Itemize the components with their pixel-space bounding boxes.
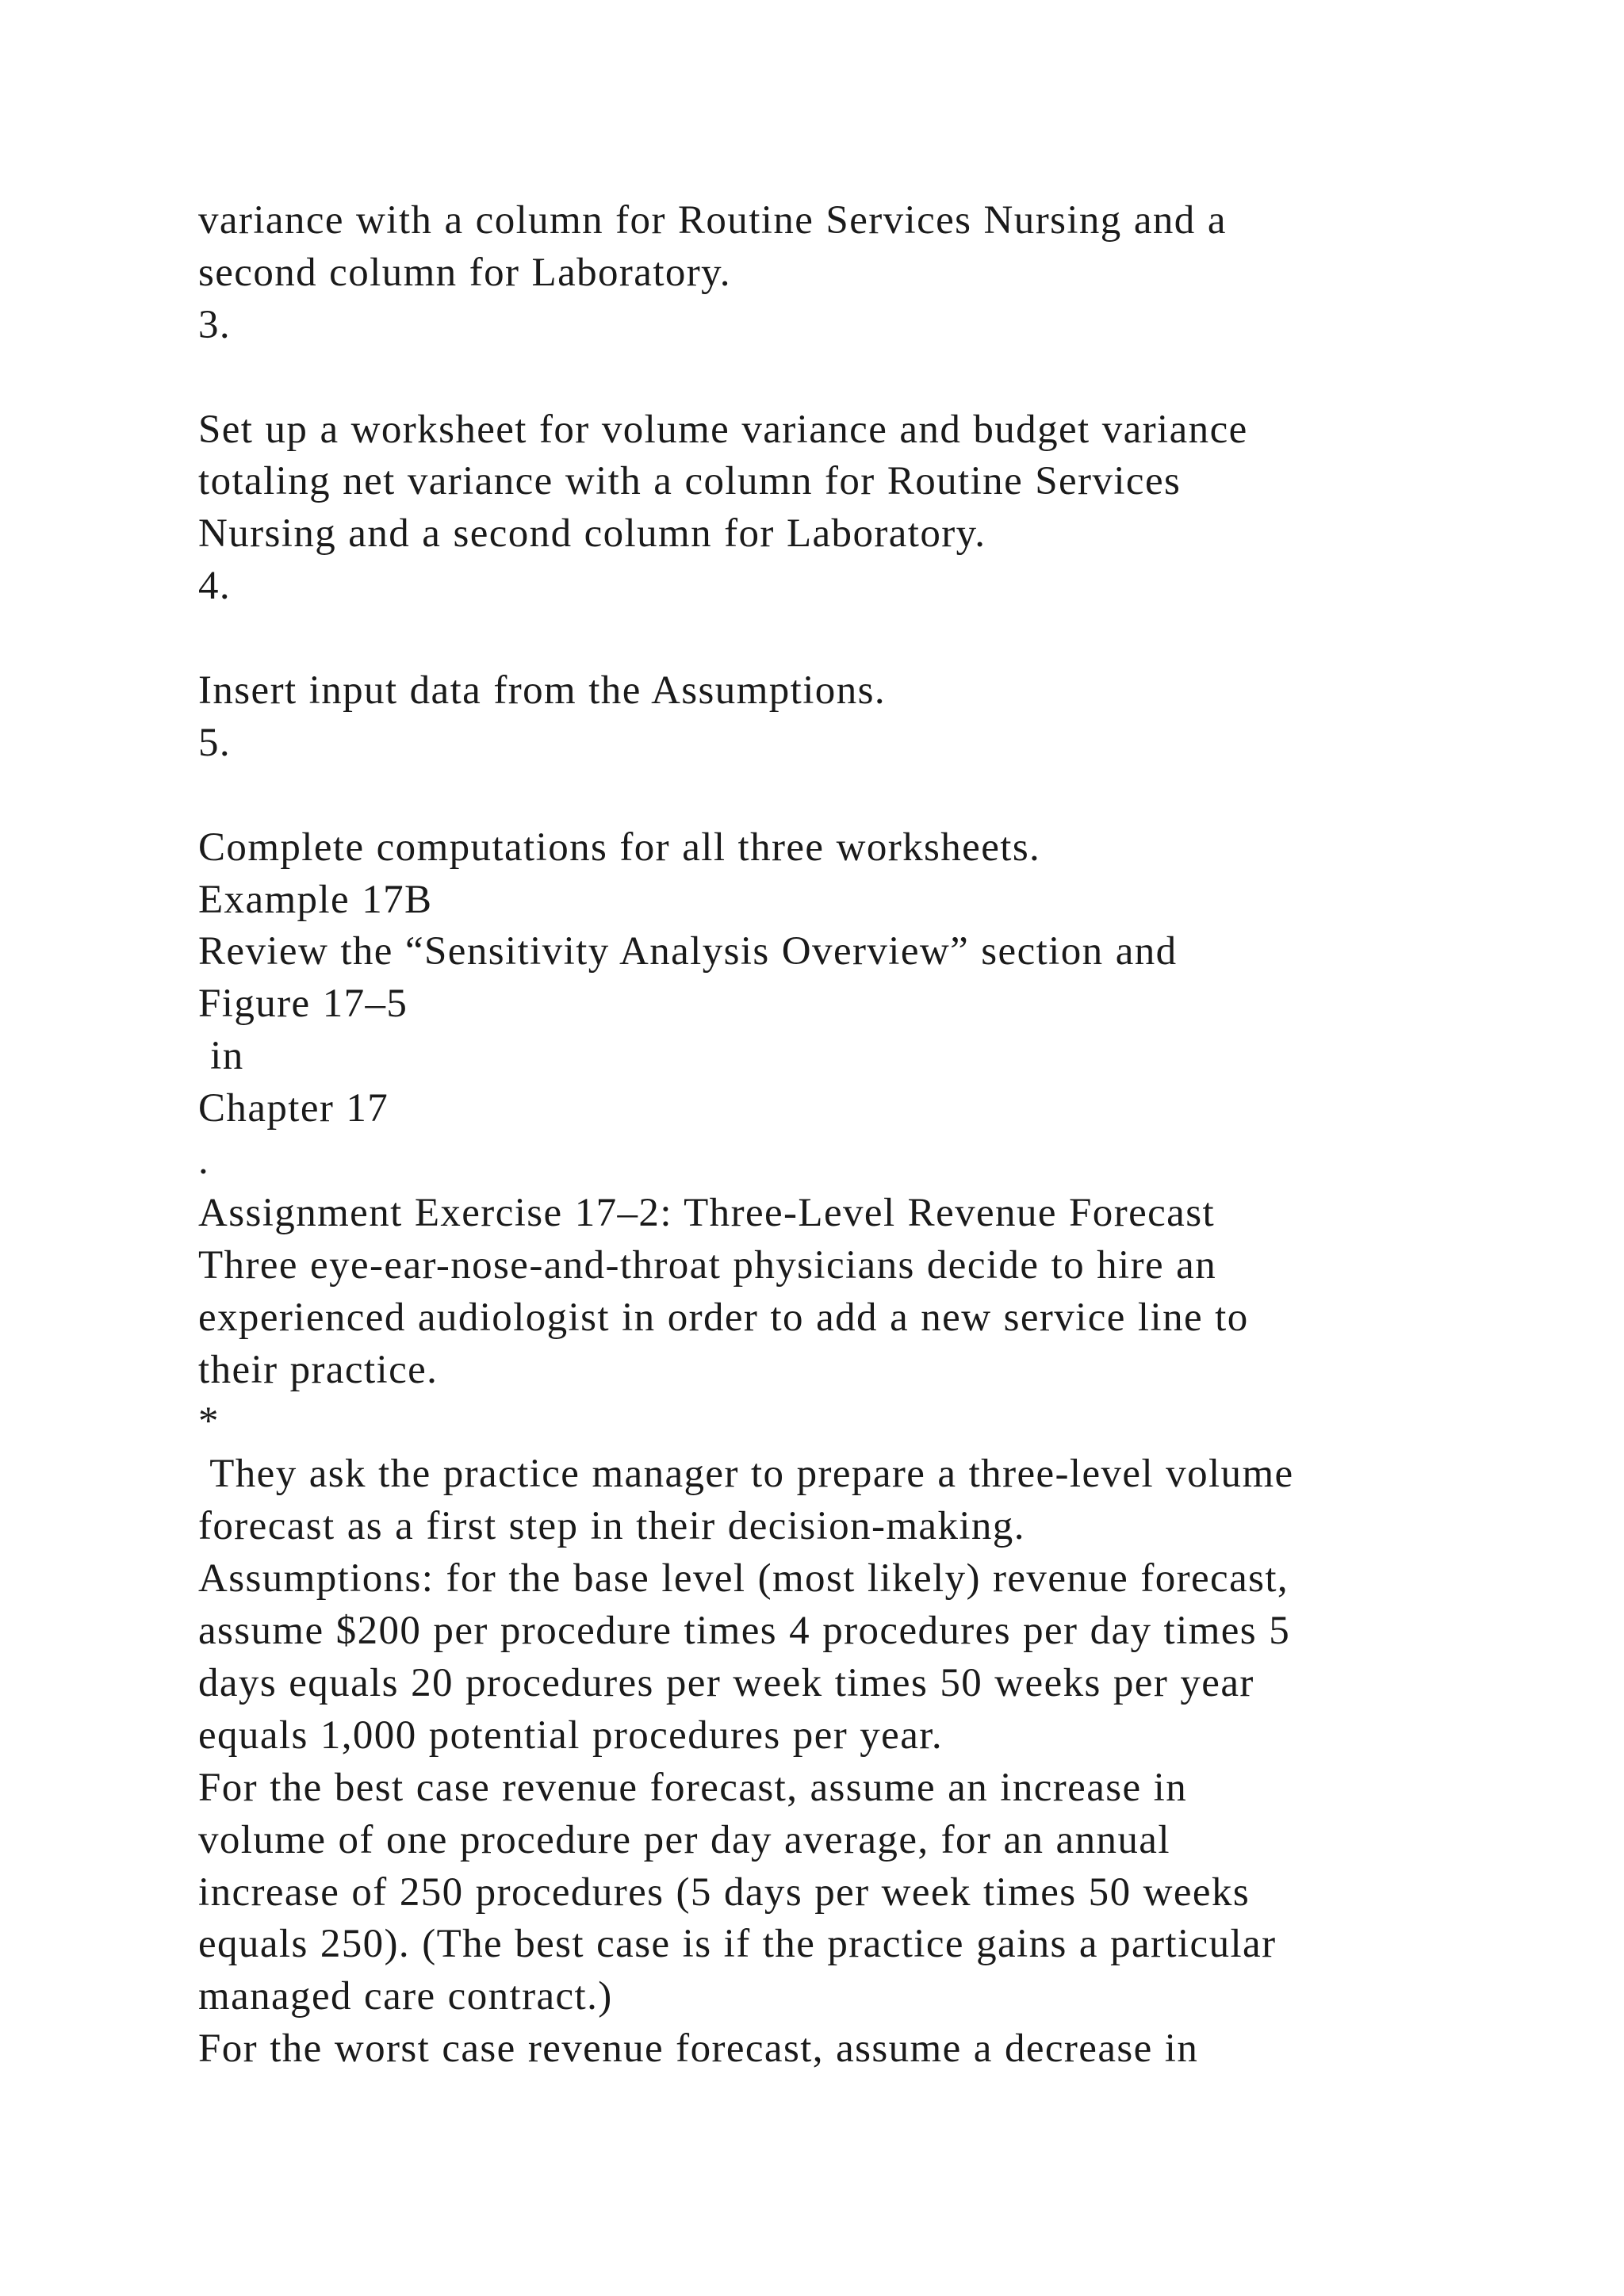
blank-line: [198, 352, 1546, 404]
text-line: Insert input data from the Assumptions.: [198, 668, 887, 714]
text-line: Nursing and a second column for Laboratory.: [198, 511, 986, 557]
example-heading: Example 17B: [198, 877, 433, 922]
text-line: equals 250). (The best case is if the practice gains a particular: [198, 1922, 1277, 1967]
text-line: equals 1,000 potential procedures per year.: [198, 1712, 943, 1758]
list-number: 3.: [198, 302, 232, 347]
text-line: totaling net variance with a column for Routine Services: [198, 459, 1182, 504]
chapter-reference: Chapter 17: [198, 1086, 389, 1131]
text-line: increase of 250 procedures (5 days per week times 50 weeks: [198, 1869, 1251, 1915]
text-line: Assumptions: for the base level (most likely) revenue forecast,: [198, 1556, 1289, 1601]
footnote-marker: *: [198, 1399, 220, 1445]
text-line: Review the “Sensitivity Analysis Overview” section and: [198, 929, 1178, 974]
text-line: For the best case revenue forecast, assume an increase in: [198, 1765, 1188, 1810]
text-line: .: [198, 1138, 210, 1184]
text-line: days equals 20 procedures per week times 50 weeks per year: [198, 1660, 1254, 1705]
figure-reference: Figure 17–5: [198, 982, 408, 1027]
blank-line: [198, 613, 1546, 665]
text-line: Set up a worksheet for volume variance and budget variance: [198, 407, 1248, 452]
text-line: second column for Laboratory.: [198, 250, 731, 295]
text-line: experienced audiologist in order to add a new service line to: [198, 1295, 1249, 1340]
text-line: They ask the practice manager to prepare a three-level volume: [198, 1452, 1294, 1497]
text-line: For the worst case revenue forecast, assume a decrease in: [198, 2026, 1199, 2072]
text-line: forecast as a first step in their decision-making.: [198, 1504, 1025, 1549]
text-line: Complete computations for all three worksheets.: [198, 825, 1041, 870]
exercise-heading: Assignment Exercise 17–2: Three-Level Revenue Forecast: [198, 1190, 1216, 1235]
text-line: assume $200 per procedure times 4 procedures per day times 5: [198, 1609, 1291, 1654]
document-text: [198, 195, 1546, 2076]
text-line: variance with a column for Routine Services Nursing and a: [198, 198, 1227, 243]
text-line: volume of one procedure per day average, for an annual: [198, 1817, 1170, 1862]
blank-line: [198, 770, 1546, 822]
list-number: 4.: [198, 564, 232, 609]
text-line: managed care contract.): [198, 1974, 613, 2019]
list-number: 5.: [198, 720, 232, 765]
text-line: their practice.: [198, 1347, 439, 1392]
text-line: in: [198, 1034, 244, 1079]
text-line: Three eye-ear-nose-and-throat physicians decide to hire an: [198, 1242, 1217, 1288]
